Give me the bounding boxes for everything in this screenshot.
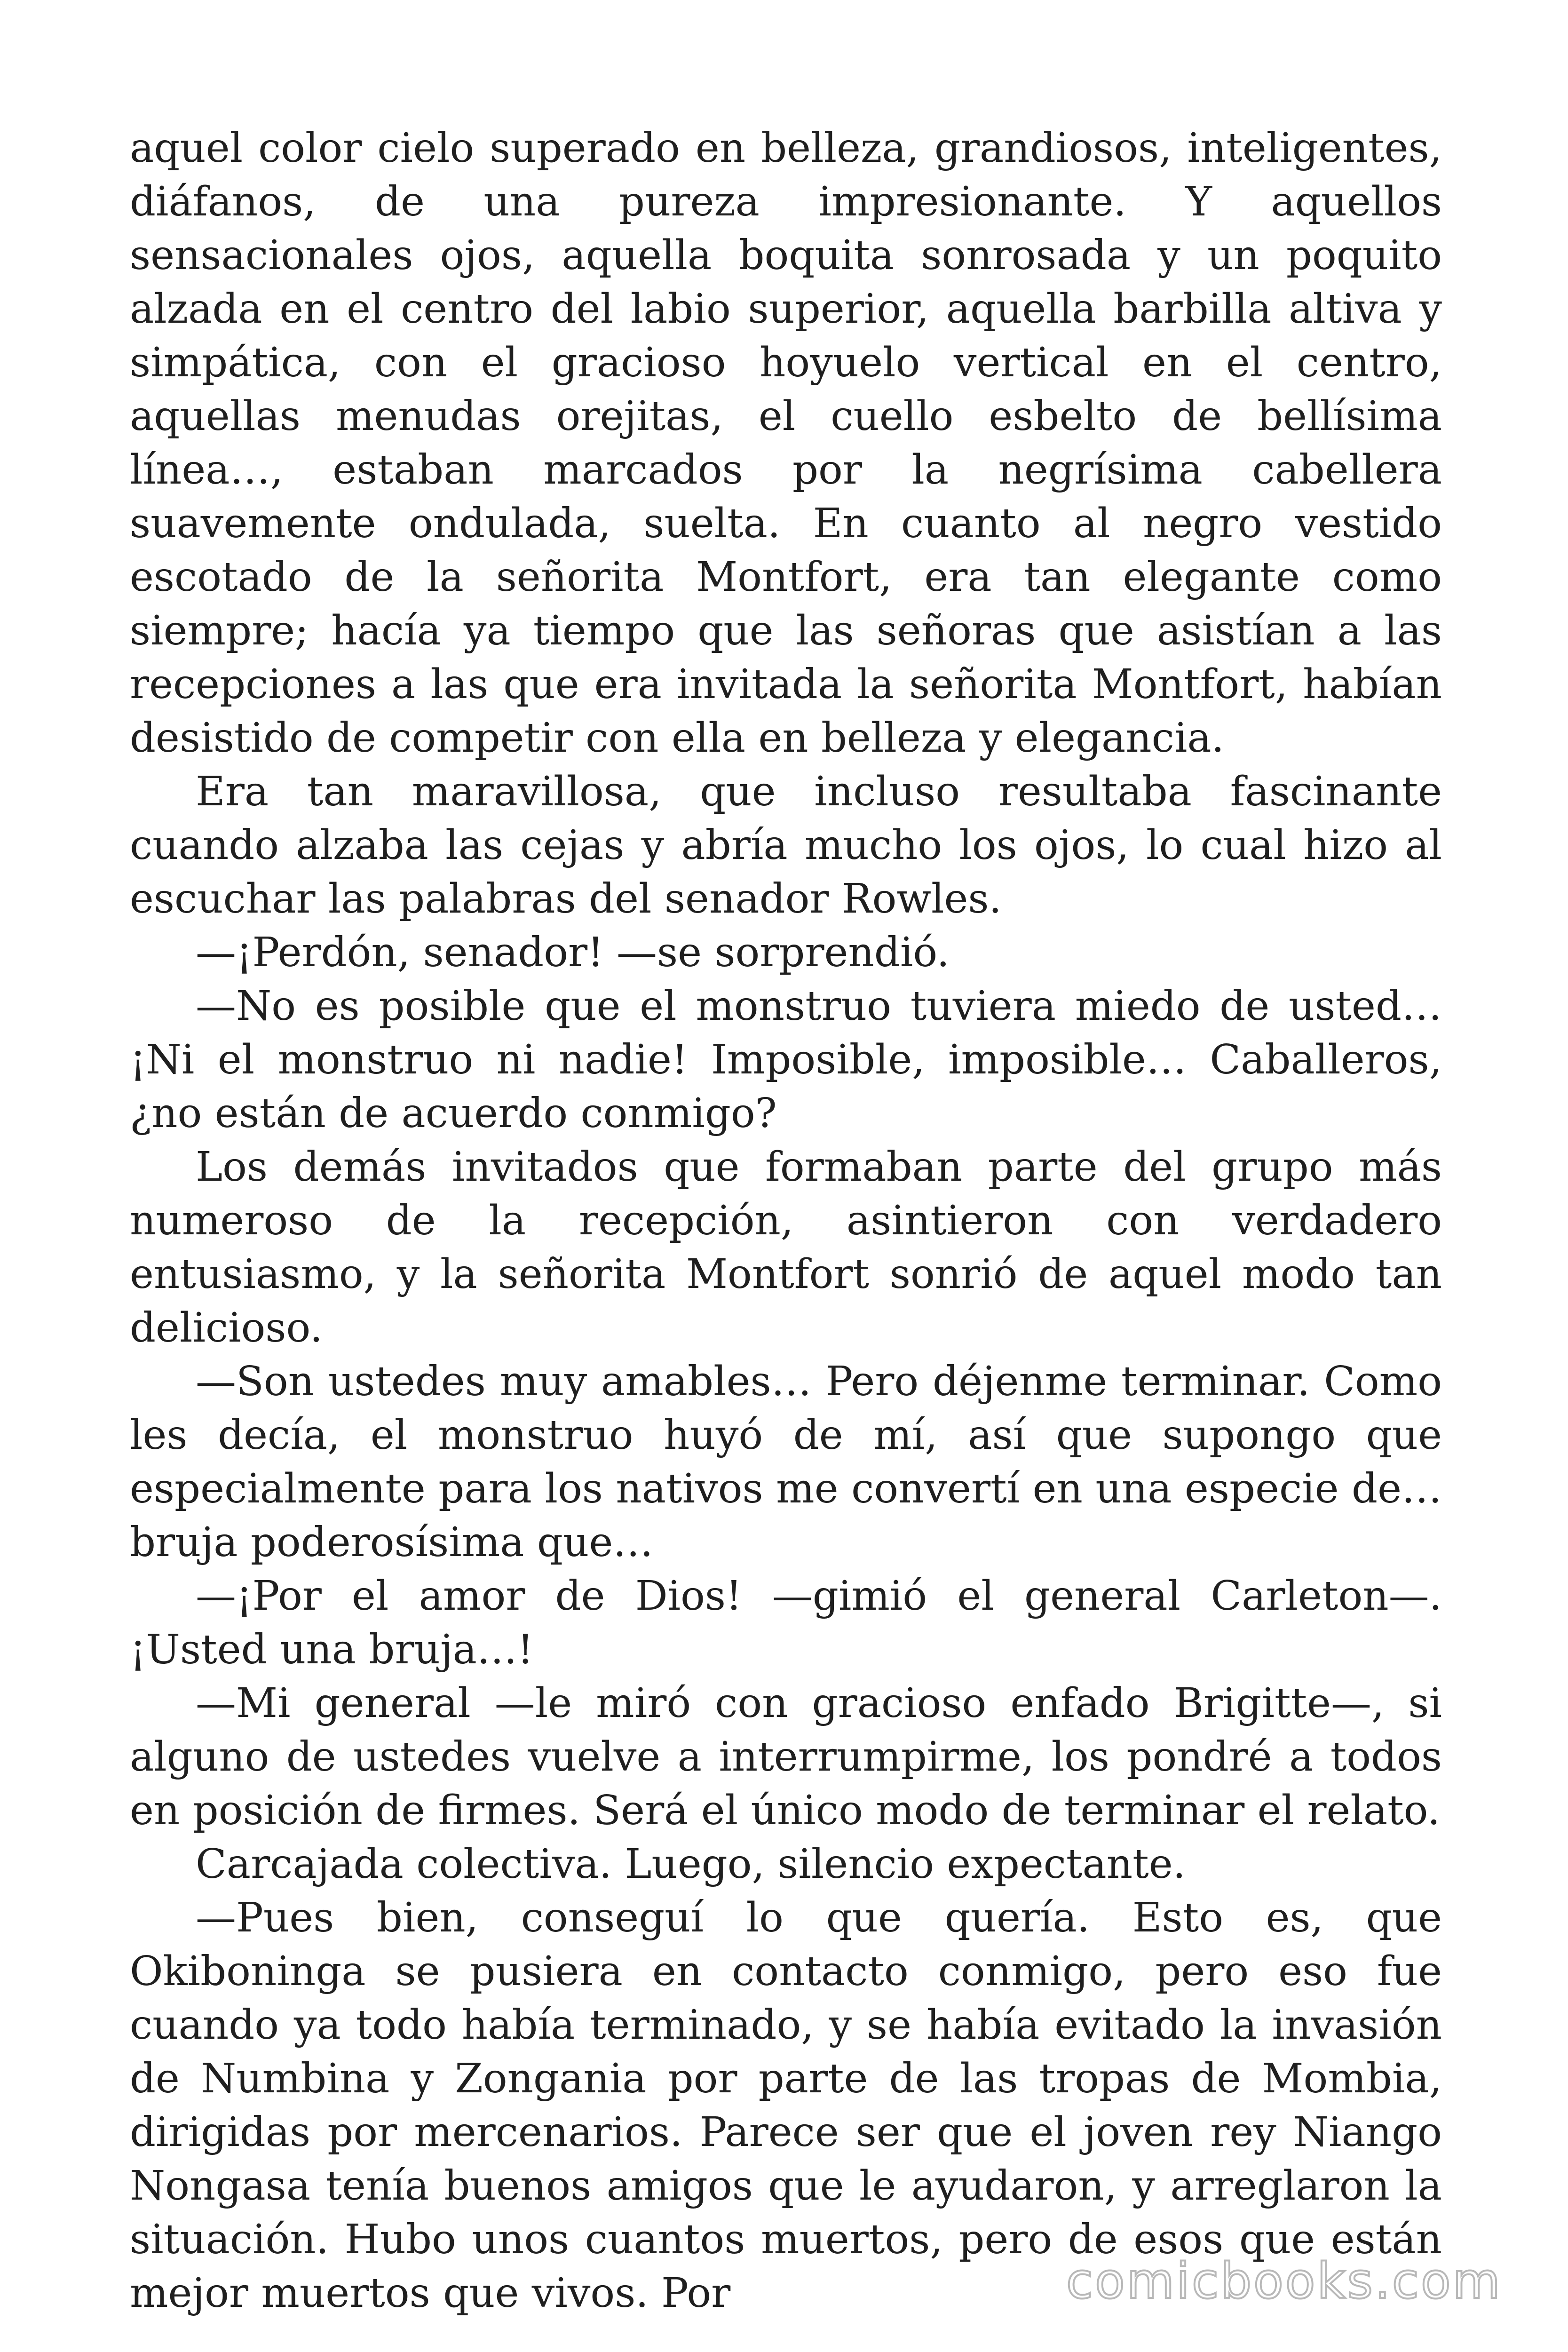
page-body-text bbox=[130, 121, 1442, 2320]
paragraph-5: Los demás invitados que formaban parte del grupo más numeroso de la recepción, asintieron con verdadero entusiasmo, y la señorita Montfort sonrió de aquel modo tan delicioso. bbox=[130, 1144, 1442, 1351]
paragraph-3: —¡Perdón, senador! —se sorprendió. bbox=[196, 929, 950, 976]
paragraph-8: —Mi general —le miró con gracioso enfado Brigitte—, si alguno de ustedes vuelve a interrumpirme, los pondré a todos en posición de firmes. Será el único modo de terminar el relato. bbox=[130, 1680, 1442, 1834]
paragraph-10: —Pues bien, conseguí lo que quería. Esto es, que Okiboninga se pusiera en contacto conmigo, pero eso fue cuando ya todo había terminado, y se había evitado la invasión de Numbina y Zongania por parte de las tropas de Mombia, dirigidas por mercenarios. Parece ser que el joven rey Niango Nongasa tenía buenos amigos que le ayudaron, y arreglaron la situación. Hubo unos cuantos muertos, pero de esos que están mejor muertos que vivos. Por bbox=[130, 1894, 1442, 2317]
site-watermark: comicbooks.com bbox=[1066, 2252, 1502, 2310]
paragraph-9: Carcajada colectiva. Luego, silencio expectante. bbox=[196, 1841, 1186, 1888]
paragraph-7: —¡Por el amor de Dios! —gimió el general Carleton—. ¡Usted una bruja…! bbox=[130, 1573, 1442, 1673]
paragraph-1: aquel color cielo superado en belleza, grandiosos, inteligentes, diáfanos, de una pureza impresionante. Y aquellos sensacionales ojos, aquella boquita sonrosada y un poquito alzada en el centro del labio superior, aquella barbilla altiva y simpática, con el gracioso hoyuelo vertical en el centro, aquellas menudas orejitas, el cuello esbelto de bellísima línea…, estaban marcados por la negrísima cabellera suavemente ondulada, suelta. En cuanto al negro vestido escotado de la señorita Montfort, era tan elegante como siempre; hacía ya tiempo que las señoras que asistían a las recepciones a las que era invitada la señorita Montfort, habían desistido de competir con ella en belleza y elegancia. bbox=[130, 125, 1442, 762]
paragraph-2: Era tan maravillosa, que incluso resultaba fascinante cuando alzaba las cejas y abría mucho los ojos, lo cual hizo al escuchar las palabras del senador Rowles. bbox=[130, 768, 1442, 922]
paragraph-4: —No es posible que el monstruo tuviera miedo de usted… ¡Ni el monstruo ni nadie! Imposible, imposible… Caballeros, ¿no están de acuerdo conmigo? bbox=[130, 983, 1442, 1137]
paragraph-6: —Son ustedes muy amables… Pero déjenme terminar. Como les decía, el monstruo huyó de mí, así que supongo que especialmente para los nativos me convertí en una especie de… bruja poderosísima que… bbox=[130, 1358, 1442, 1566]
